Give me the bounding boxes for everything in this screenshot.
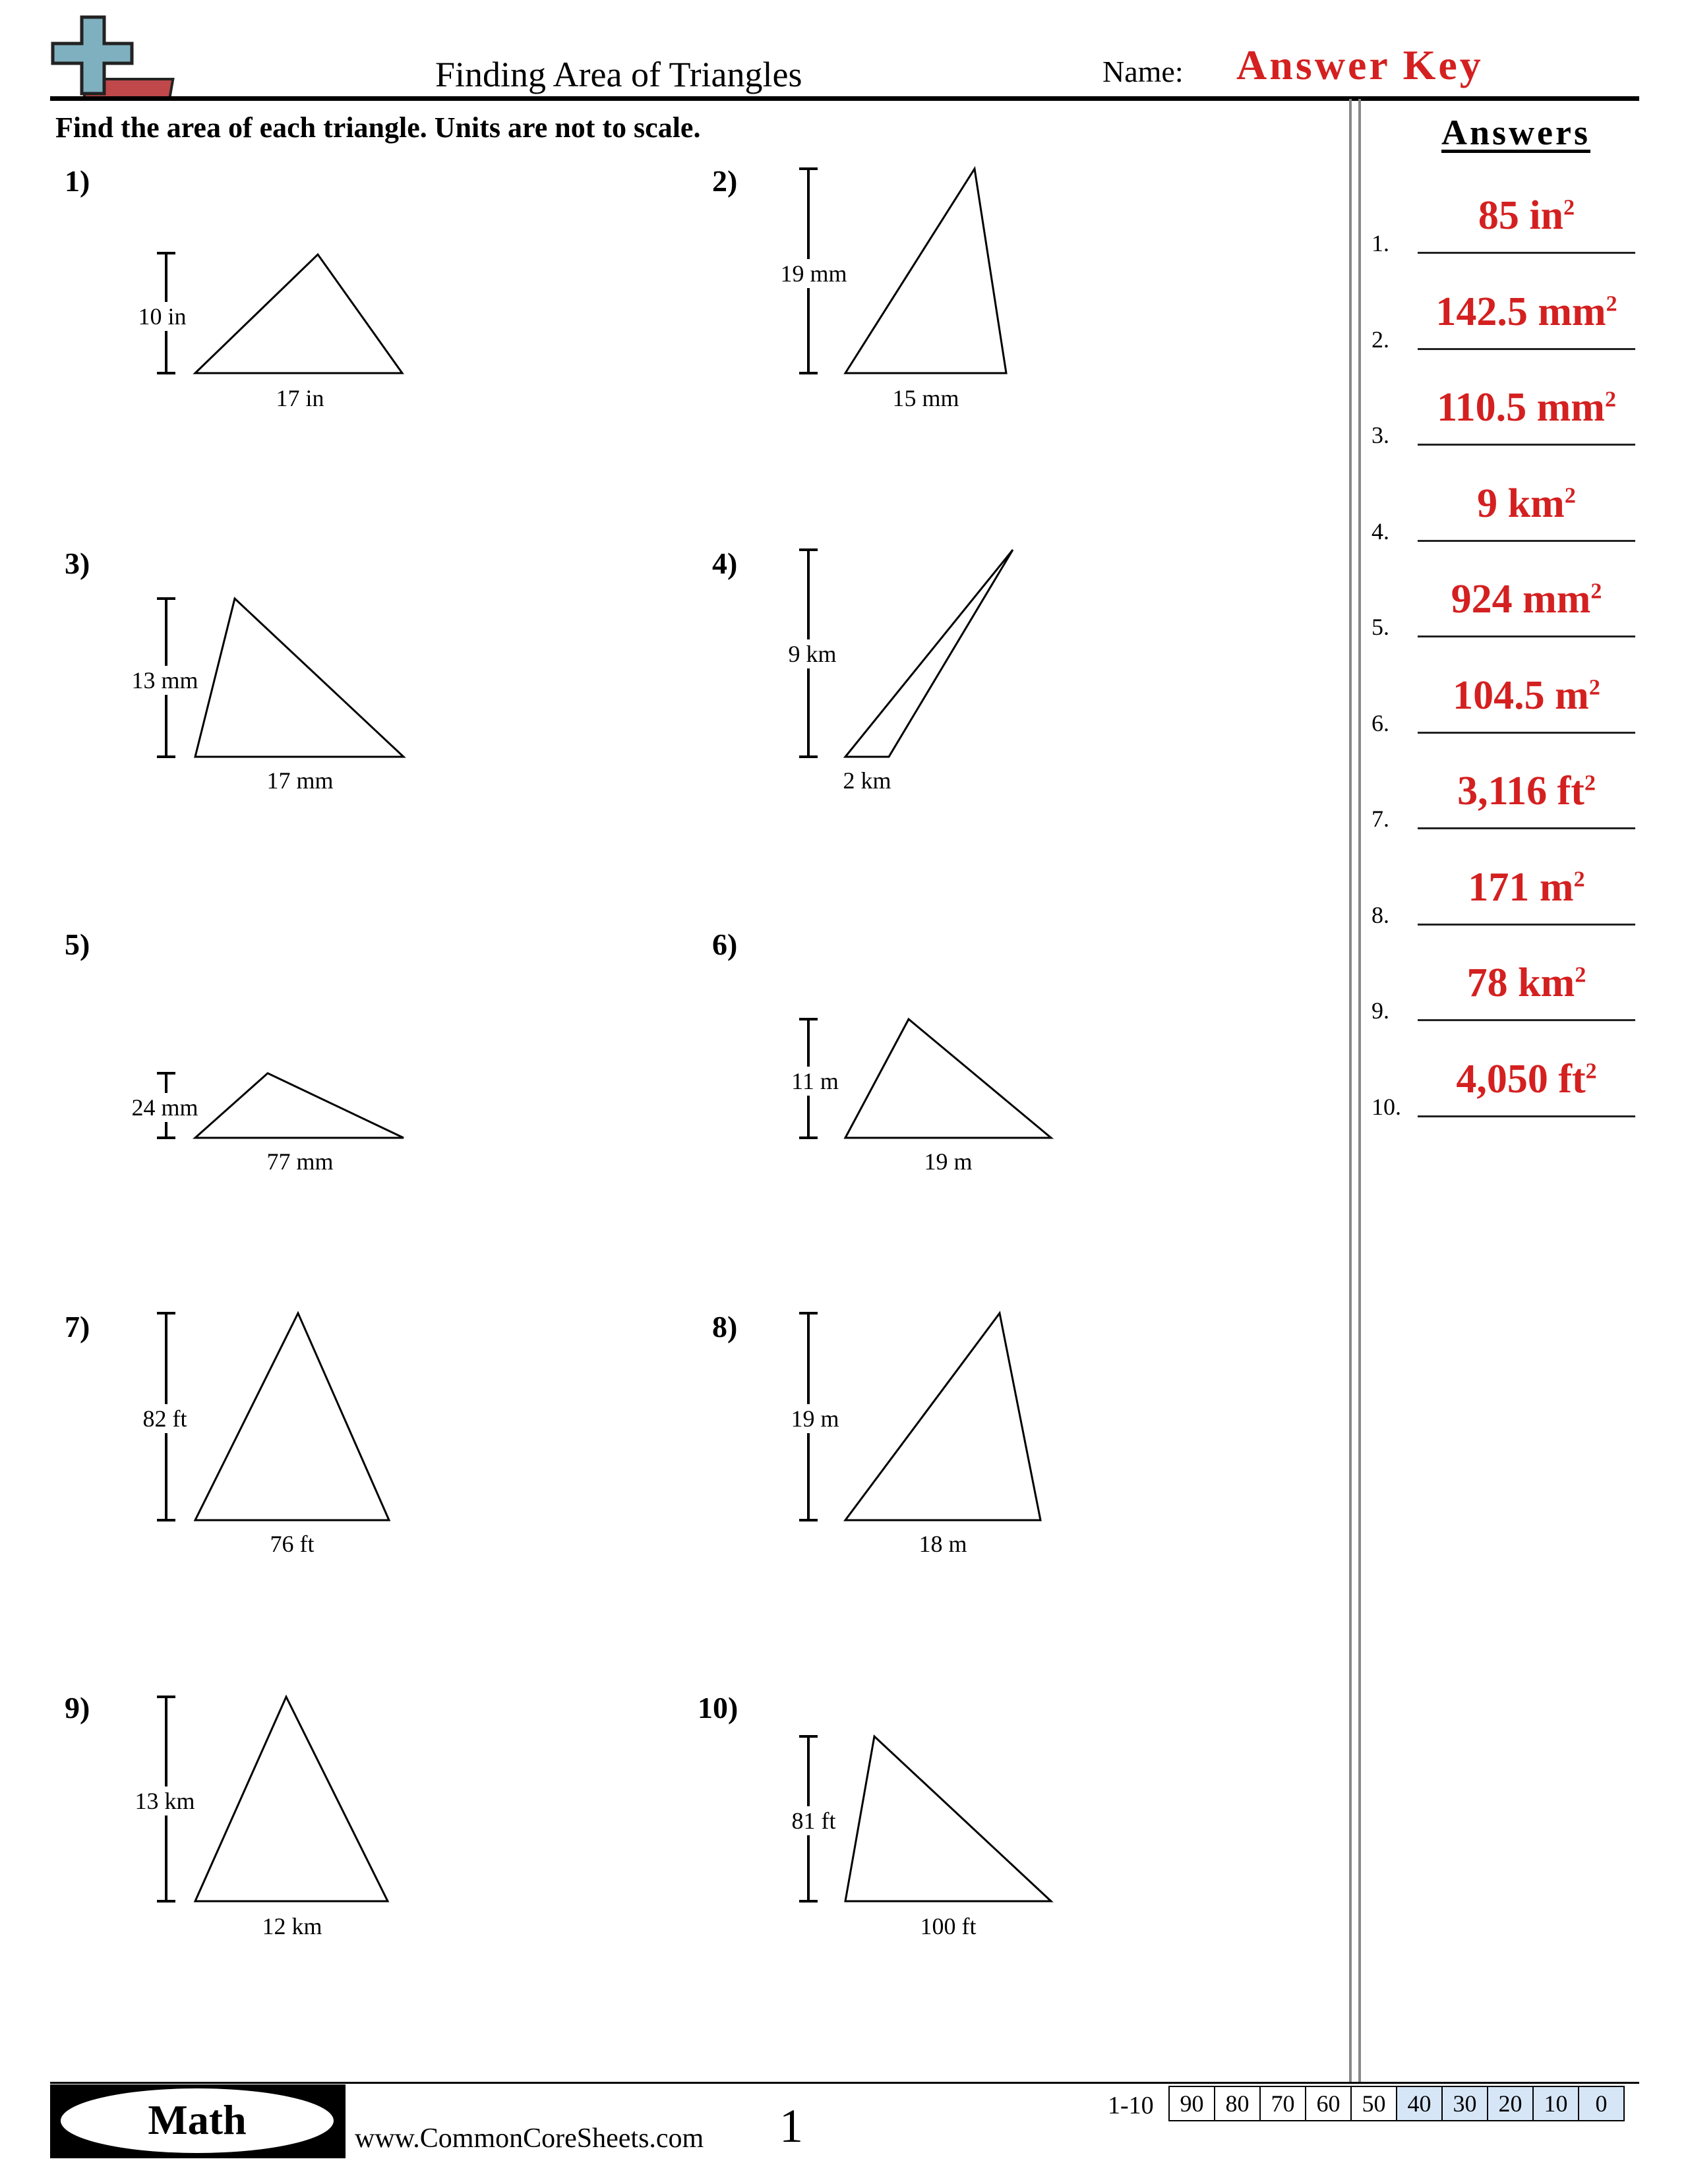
page-number: 1 bbox=[779, 2100, 803, 2152]
score-cell: 20 bbox=[1488, 2086, 1533, 2121]
score-cell: 70 bbox=[1260, 2086, 1306, 2121]
website-url: www.CommonCoreSheets.com bbox=[355, 2123, 704, 2154]
score-cell: 80 bbox=[1215, 2086, 1260, 2121]
height-label: 10 in bbox=[135, 302, 189, 331]
triangle-shape bbox=[195, 599, 404, 757]
score-cell: 60 bbox=[1306, 2086, 1351, 2121]
triangle-shape bbox=[845, 1019, 1051, 1138]
problem-number: 9) bbox=[65, 1691, 90, 1725]
height-label: 19 mm bbox=[777, 259, 849, 288]
answer-exponent: 2 bbox=[1585, 1058, 1597, 1083]
base-label: 17 in bbox=[273, 384, 326, 413]
answer-text: 3,116 ft bbox=[1457, 769, 1584, 813]
name-value: Answer Key bbox=[1236, 42, 1484, 88]
answer-exponent: 2 bbox=[1606, 291, 1617, 316]
answer-text: 924 mm bbox=[1451, 577, 1591, 622]
answer-number: 6. bbox=[1372, 709, 1389, 736]
score-cell: 0 bbox=[1579, 2086, 1624, 2121]
math-badge-label: Math bbox=[148, 2096, 247, 2143]
problem-number: 8) bbox=[712, 1310, 738, 1343]
answer-number: 2. bbox=[1372, 326, 1389, 353]
answer-text: 85 in bbox=[1478, 193, 1564, 238]
problem-number: 3) bbox=[65, 546, 90, 580]
answer-number: 8. bbox=[1372, 901, 1389, 928]
score-cell: 40 bbox=[1397, 2086, 1442, 2121]
problem-number: 2) bbox=[712, 164, 738, 198]
answer-text: 4,050 ft bbox=[1456, 1056, 1586, 1102]
base-label: 2 km bbox=[840, 766, 893, 795]
height-label: 9 km bbox=[785, 639, 839, 668]
answer-exponent: 2 bbox=[1564, 483, 1576, 508]
answer-exponent: 2 bbox=[1584, 771, 1596, 796]
height-label: 13 mm bbox=[129, 666, 200, 695]
triangle-shape bbox=[845, 1736, 1051, 1901]
score-cell: 50 bbox=[1351, 2086, 1397, 2121]
problem-number: 1) bbox=[65, 164, 90, 198]
answer-exponent: 2 bbox=[1573, 866, 1585, 891]
answer-text: 110.5 mm bbox=[1437, 385, 1605, 430]
base-label: 18 m bbox=[916, 1529, 969, 1558]
base-label: 19 m bbox=[921, 1147, 975, 1176]
answer-number: 4. bbox=[1372, 517, 1389, 545]
answer-exponent: 2 bbox=[1575, 962, 1586, 988]
instructions: Find the area of each triangle. Units are not to scale. bbox=[55, 111, 701, 144]
answer-text: 171 m bbox=[1468, 864, 1574, 910]
score-range: 1-10 bbox=[1108, 2092, 1154, 2119]
answer-number: 10. bbox=[1372, 1093, 1401, 1120]
triangle-shape bbox=[195, 1697, 388, 1901]
answer-text: 78 km bbox=[1466, 960, 1575, 1005]
base-label: 100 ft bbox=[918, 1912, 979, 1941]
base-label: 17 mm bbox=[264, 766, 336, 795]
answer-text: 142.5 mm bbox=[1435, 289, 1606, 334]
problem-number: 7) bbox=[65, 1310, 90, 1343]
answer-number: 3. bbox=[1372, 422, 1389, 448]
answer-exponent: 2 bbox=[1588, 674, 1600, 699]
triangle-shape bbox=[845, 1313, 1040, 1520]
base-label: 76 ft bbox=[268, 1529, 317, 1558]
answer-exponent: 2 bbox=[1590, 579, 1602, 604]
score-cell: 90 bbox=[1169, 2086, 1215, 2121]
triangle-shape bbox=[195, 1313, 389, 1520]
worksheet-title: Finding Area of Triangles bbox=[435, 55, 802, 94]
answer-exponent: 2 bbox=[1563, 195, 1575, 220]
triangle-shape bbox=[845, 169, 1006, 373]
score-table bbox=[1168, 2086, 1625, 2121]
answer-number: 1. bbox=[1372, 230, 1389, 256]
height-label: 13 km bbox=[132, 1786, 197, 1815]
score-cell: 30 bbox=[1442, 2086, 1488, 2121]
answer-text: 104.5 m bbox=[1453, 672, 1589, 718]
height-label: 81 ft bbox=[789, 1806, 839, 1835]
height-label: 11 m bbox=[789, 1067, 841, 1096]
base-label: 77 mm bbox=[264, 1147, 336, 1176]
base-label: 15 mm bbox=[889, 384, 961, 413]
answers-heading: Answers bbox=[1441, 113, 1590, 152]
triangle-shape bbox=[845, 550, 1013, 757]
answer-exponent: 2 bbox=[1604, 387, 1616, 412]
triangle-shape bbox=[195, 1073, 404, 1138]
name-label: Name: bbox=[1102, 55, 1184, 88]
height-label: 19 m bbox=[788, 1404, 841, 1433]
problem-number: 5) bbox=[65, 928, 90, 961]
problem-number: 10) bbox=[698, 1691, 738, 1725]
base-label: 12 km bbox=[259, 1912, 324, 1941]
answer-text: 9 km bbox=[1477, 481, 1565, 526]
triangle-shape bbox=[195, 254, 402, 373]
problem-number: 6) bbox=[712, 928, 738, 961]
height-label: 82 ft bbox=[140, 1404, 190, 1433]
score-cell: 10 bbox=[1533, 2086, 1579, 2121]
height-label: 24 mm bbox=[129, 1093, 200, 1122]
answer-number: 5. bbox=[1372, 614, 1389, 640]
answer-number: 7. bbox=[1372, 806, 1389, 832]
problem-number: 4) bbox=[712, 546, 738, 580]
answer-number: 9. bbox=[1372, 997, 1389, 1024]
footer-rule bbox=[50, 2082, 1639, 2084]
